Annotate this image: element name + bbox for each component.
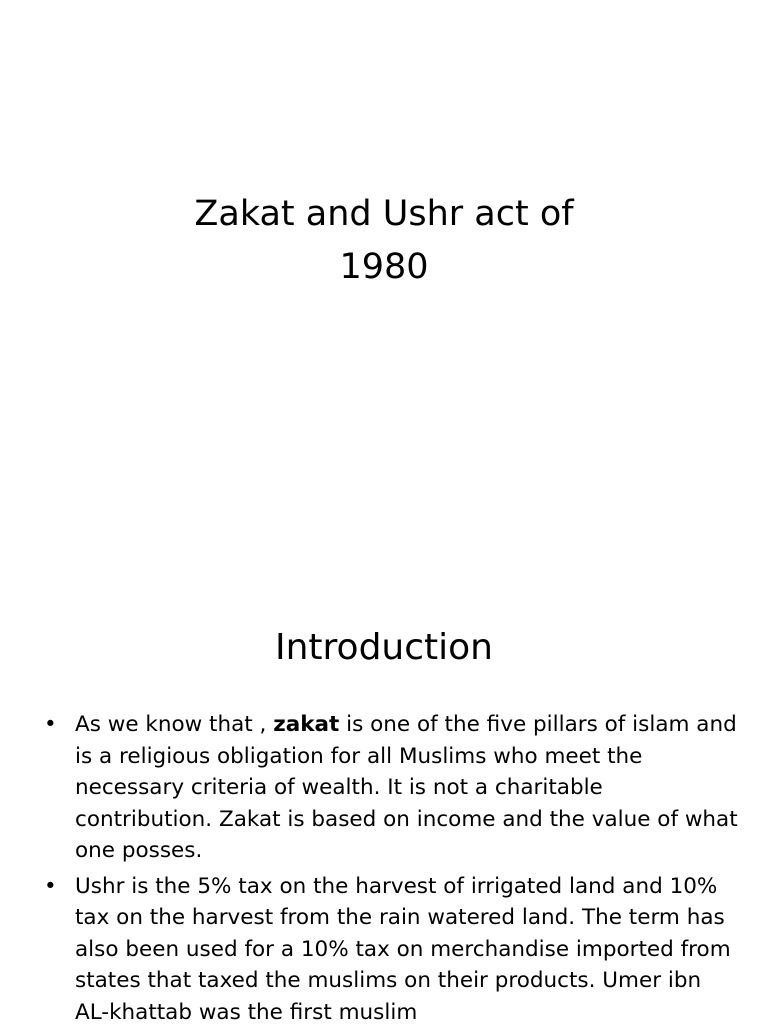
bullet-list <box>42 709 742 1024</box>
introduction-slide <box>0 576 768 1024</box>
bullet-item-zakat <box>42 709 742 867</box>
title-line-2: 1980 <box>339 247 429 287</box>
title-line-1: Zakat and Ushr act of <box>194 194 574 234</box>
slide-heading: Introduction <box>274 627 493 668</box>
bullet-item-ushr <box>42 871 742 1024</box>
bullet-text-before: As we know that , <box>75 712 274 737</box>
bullet-text: Ushr is the 5% tax on the harvest of irrigated land and 10% tax on the harvest from the rain watered land. The term has also been used for a 10% tax on merchandise imported from states that taxed the muslims on their products. Umer ibn AL-khattab was the first muslim <box>75 873 731 1024</box>
bullet-icon: • <box>44 712 57 737</box>
bullet-text-bold: zakat <box>273 712 340 737</box>
bullet-text-after: is one of the five pillars of islam and is a religious obligation for all Muslims who meet the necessary criteria of wealth. It is not a charitable contribution. Zakat is based on income and the value of what one posses. <box>75 712 738 863</box>
bullet-icon: • <box>44 873 57 899</box>
slide-title <box>0 188 768 294</box>
